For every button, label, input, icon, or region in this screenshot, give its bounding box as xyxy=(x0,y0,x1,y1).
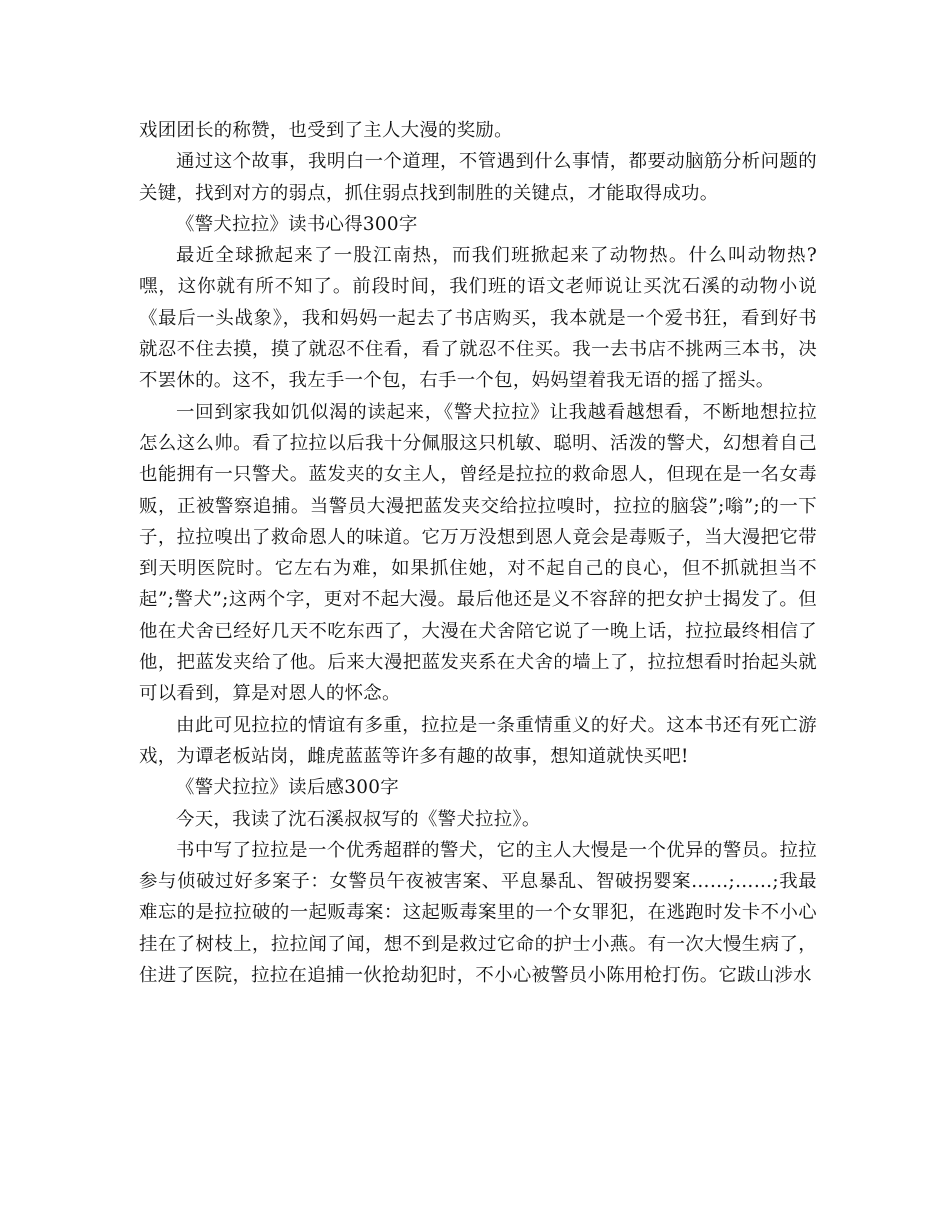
paragraph-3: 最近全球掀起来了一股江南热，而我们班掀起来了动物热。什么叫动物热?嘿，这你就有所不知了。前段时间，我们班的语文老师说让买沈石溪的动物小说《最后一头战象》，我和妈妈一起去了书店购买，我本就是一个爱书狂，看到好书就忍不住去摸，摸了就忍不住看，看了就忍不住买。我一去书店不挑两三本书，决不罢休的。这不，我左手一个包，右手一个包，妈妈望着我无语的摇了摇头。 xyxy=(139,245,817,392)
document-body xyxy=(139,115,817,991)
section-heading-2: 《警犬拉拉》读后感300字 xyxy=(176,777,399,799)
paragraph-1: 戏团团长的称赞，也受到了主人大漫的奖励。 xyxy=(139,120,513,141)
paragraph-7: 书中写了拉拉是一个优秀超群的警犬，它的主人大慢是一个优异的警员。拉拉参与侦破过好多案子：女警员午夜被害案、平息暴乱、智破拐婴案……;……;我最难忘的是拉拉破的一起贩毒案：这起贩毒案里的一个女罪犯，在逃跑时发卡不小心挂在了树枝上，拉拉闻了闻，想不到是救过它命的护士小燕。有一次大慢生病了，住进了医院，拉拉在追捕一伙抢劫犯时，不小心被警员小陈用枪打伤。它跋山涉水 xyxy=(139,839,817,987)
section-heading-1: 《警犬拉拉》读书心得300字 xyxy=(176,213,418,235)
paragraph-4: 一回到家我如饥似渴的读起来，《警犬拉拉》让我越看越想看，不断地想拉拉怎么这么帅。看了拉拉以后我十分佩服这只机敏、聪明、活泼的警犬，幻想着自己也能拥有一只警犬。蓝发夹的女主人，曾经是拉拉的救命恩人，但现在是一名女毒贩，正被警察追捕。当警员大漫把蓝发夹交给拉拉嗅时，拉拉的脑袋”;嗡”;的一下子，拉拉嗅出了救命恩人的味道。它万万没想到恩人竟会是毒贩子，当大漫把它带到天明医院时。它左右为难，如果抓住她，对不起自己的良心，但不抓就担当不起”;警犬”;这两个字，更对不起大漫。最后他还是义不容辞的把女护士揭发了。但他在犬舍已经好几天不吃东西了，大漫在犬舍陪它说了一晚上话，拉拉最终相信了他，把蓝发夹给了他。后来大漫把蓝发夹系在犬舍的墙上了，拉拉想看时抬起头就可以看到，算是对恩人的怀念。 xyxy=(139,401,817,705)
paragraph-2: 通过这个故事，我明白一个道理，不管遇到什么事情，都要动脑筋分析问题的关键，找到对方的弱点，抓住弱点找到制胜的关键点，才能取得成功。 xyxy=(139,151,817,204)
paragraph-5: 由此可见拉拉的情谊有多重，拉拉是一条重情重义的好犬。这本书还有死亡游戏，为谭老板站岗，雌虎蓝蓝等许多有趣的故事，想知道就快买吧! xyxy=(139,714,817,767)
paragraph-6: 今天，我读了沈石溪叔叔写的《警犬拉拉》。 xyxy=(176,808,541,830)
